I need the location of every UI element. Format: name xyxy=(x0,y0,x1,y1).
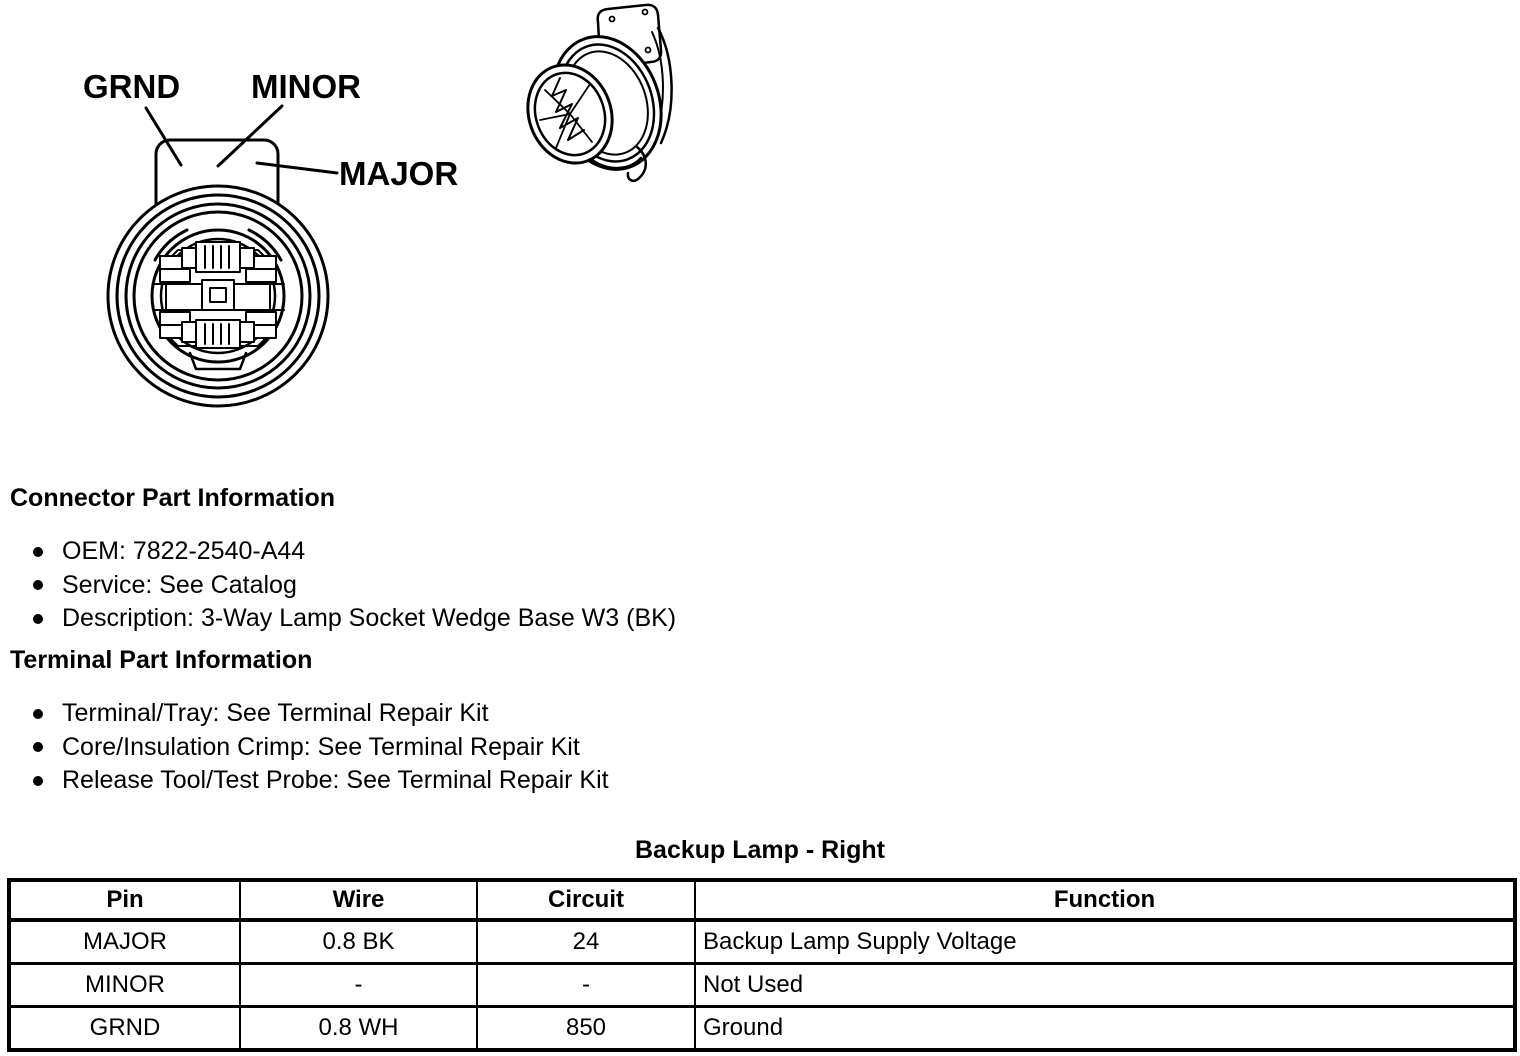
connector-part-info-list xyxy=(33,535,676,636)
bullet-icon xyxy=(33,742,43,752)
table-row xyxy=(9,964,1515,1007)
connector-front-view xyxy=(108,106,337,406)
cell-function: Backup Lamp Supply Voltage xyxy=(695,920,1515,964)
cell-function: Not Used xyxy=(695,964,1515,1007)
connector-diagram xyxy=(0,0,700,465)
bullet-icon xyxy=(33,580,43,590)
label-grnd: GRND xyxy=(83,68,181,105)
cell-wire: 0.8 BK xyxy=(240,920,477,964)
pinout-table xyxy=(7,878,1517,1052)
connector-part-info-heading: Connector Part Information xyxy=(10,484,336,512)
list-item xyxy=(33,535,676,569)
cell-pin: MINOR xyxy=(9,964,240,1007)
bullet-icon xyxy=(33,614,43,624)
terminal-part-info-heading: Terminal Part Information xyxy=(10,646,313,674)
list-item-text: Description: 3-Way Lamp Socket Wedge Base W3 (BK) xyxy=(62,604,677,633)
cell-wire: 0.8 WH xyxy=(240,1007,477,1051)
bullet-icon xyxy=(33,776,43,786)
cell-wire: - xyxy=(240,964,477,1007)
column-header-function: Function xyxy=(695,880,1515,920)
terminal-part-info-list xyxy=(33,697,609,798)
list-item-text: Service: See Catalog xyxy=(62,570,297,599)
bullet-icon xyxy=(33,709,43,719)
list-item xyxy=(33,602,676,636)
list-item-text: Release Tool/Test Probe: See Terminal Repair Kit xyxy=(62,766,609,795)
column-header-circuit: Circuit xyxy=(477,880,695,920)
list-item xyxy=(33,731,609,765)
list-item-text: OEM: 7822-2540-A44 xyxy=(62,537,306,566)
bullet-icon xyxy=(33,547,43,557)
list-item-text: Core/Insulation Crimp: See Terminal Repair Kit xyxy=(62,732,580,761)
cell-pin: GRND xyxy=(9,1007,240,1051)
socket-perspective-view xyxy=(514,5,679,185)
label-minor: MINOR xyxy=(251,68,361,105)
cell-function: Ground xyxy=(695,1007,1515,1051)
list-item xyxy=(33,569,676,603)
cell-circuit: 850 xyxy=(477,1007,695,1051)
table-header-row xyxy=(9,880,1515,920)
column-header-pin: Pin xyxy=(9,880,240,920)
table-row xyxy=(9,1007,1515,1051)
label-major: MAJOR xyxy=(339,155,459,192)
list-item-text: Terminal/Tray: See Terminal Repair Kit xyxy=(62,699,489,728)
cell-circuit: - xyxy=(477,964,695,1007)
cell-circuit: 24 xyxy=(477,920,695,964)
list-item xyxy=(33,764,609,798)
table-title: Backup Lamp - Right xyxy=(634,836,885,864)
list-item xyxy=(33,697,609,731)
table-row xyxy=(9,920,1515,964)
column-header-wire: Wire xyxy=(240,880,477,920)
cell-pin: MAJOR xyxy=(9,920,240,964)
